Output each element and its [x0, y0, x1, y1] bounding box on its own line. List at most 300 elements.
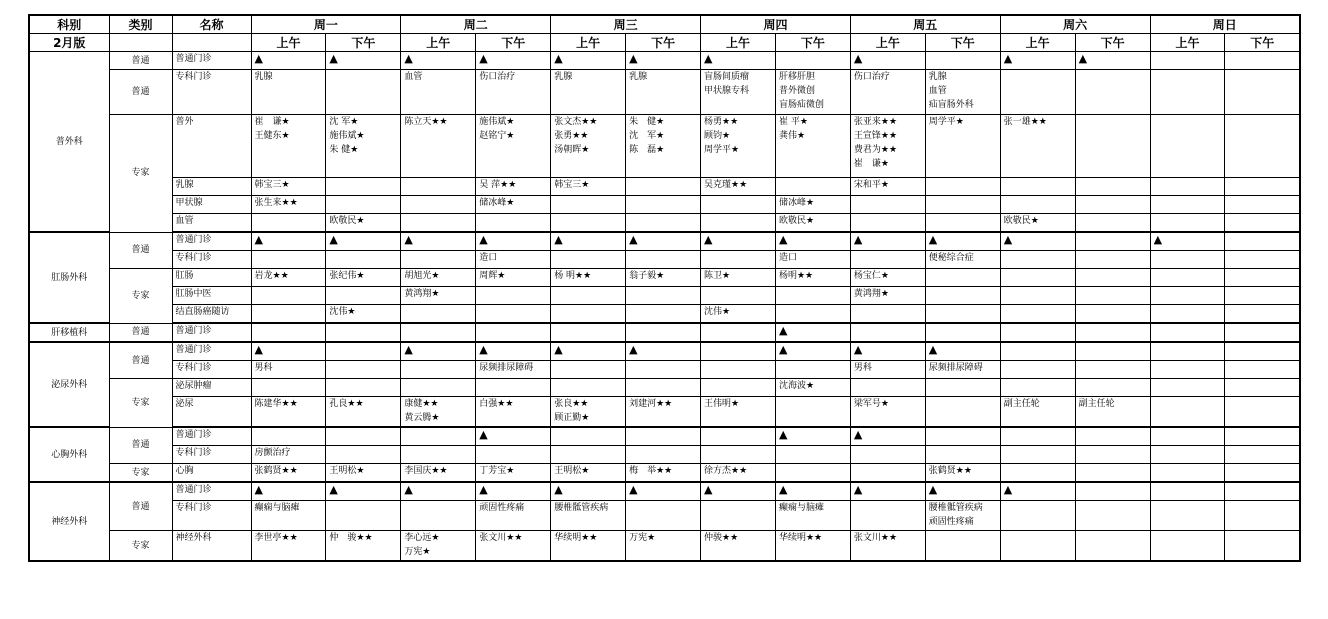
schedule-cell [1150, 427, 1225, 446]
schedule-cell [925, 323, 1000, 342]
schedule-cell: 宋和平★ [850, 178, 925, 196]
table-row [29, 115, 1300, 178]
header-pm: 下午 [1075, 34, 1150, 52]
schedule-cell: 造口 [476, 251, 551, 269]
schedule-cell [1000, 501, 1075, 531]
schedule-cell [551, 196, 626, 214]
header-day: 周一 [251, 15, 401, 34]
table-row [29, 305, 1300, 324]
schedule-cell [551, 323, 626, 342]
schedule-cell [326, 70, 401, 115]
table-row [29, 269, 1300, 287]
category-cell: 普通 [109, 323, 172, 342]
schedule-cell: 仲骏★★ [701, 531, 776, 562]
schedule-cell [1150, 305, 1225, 324]
category-cell: 普通 [109, 70, 172, 115]
general-clinic-marker: ▲ [626, 52, 701, 70]
schedule-cell [476, 214, 551, 233]
schedule-cell: 肝移肝胆 普外微创 盲肠疝微创 [775, 70, 850, 115]
schedule-cell [925, 214, 1000, 233]
general-clinic-marker: ▲ [551, 52, 626, 70]
schedule-cell [326, 427, 401, 446]
schedule-cell [401, 196, 476, 214]
general-clinic-marker: ▲ [925, 342, 1000, 361]
schedule-cell: 张文川★★ [476, 531, 551, 562]
schedule-cell [925, 287, 1000, 305]
clinic-name-cell: 普通门诊 [172, 52, 251, 70]
schedule-cell [1150, 397, 1225, 428]
schedule-cell [850, 251, 925, 269]
table-row [29, 482, 1300, 501]
header-day: 周三 [551, 15, 701, 34]
clinic-name-cell: 泌尿肿瘤 [172, 379, 251, 397]
schedule-cell: 沈伟★ [701, 305, 776, 324]
schedule-cell: 李国庆★★ [401, 464, 476, 483]
general-clinic-marker: ▲ [850, 52, 925, 70]
schedule-cell [1150, 115, 1225, 178]
header-am: 上午 [251, 34, 326, 52]
header-am: 上午 [701, 34, 776, 52]
general-clinic-marker: ▲ [1000, 482, 1075, 501]
schedule-cell [1000, 531, 1075, 562]
header-am: 上午 [551, 34, 626, 52]
schedule-cell [925, 178, 1000, 196]
schedule-cell [401, 379, 476, 397]
category-cell: 普通 [109, 232, 172, 269]
table-row [29, 427, 1300, 446]
header-type: 类别 [109, 15, 172, 34]
schedule-cell [775, 397, 850, 428]
schedule-cell [1075, 464, 1150, 483]
schedule-cell: 储冰峰★ [476, 196, 551, 214]
schedule-cell [1150, 178, 1225, 196]
header-day: 周四 [701, 15, 851, 34]
schedule-cell [401, 501, 476, 531]
schedule-cell [1150, 287, 1225, 305]
schedule-cell [626, 446, 701, 464]
schedule-cell [1150, 531, 1225, 562]
table-row [29, 379, 1300, 397]
schedule-cell [701, 196, 776, 214]
schedule-cell [775, 287, 850, 305]
schedule-cell [626, 501, 701, 531]
table-row [29, 196, 1300, 214]
schedule-cell: 欧敬民★ [1000, 214, 1075, 233]
schedule-cell [1000, 361, 1075, 379]
header-row-days [29, 15, 1300, 34]
header-pm: 下午 [775, 34, 850, 52]
schedule-cell [626, 214, 701, 233]
schedule-cell [775, 464, 850, 483]
general-clinic-marker: ▲ [326, 52, 401, 70]
schedule-cell: 张亚来★★ 王宣锋★★ 费君为★★ 崔 谦★ [850, 115, 925, 178]
clinic-name-cell: 普通门诊 [172, 323, 251, 342]
schedule-cell [1150, 70, 1225, 115]
clinic-name-cell: 专科门诊 [172, 501, 251, 531]
schedule-cell: 张生来★★ [251, 196, 326, 214]
general-clinic-marker: ▲ [476, 232, 551, 251]
schedule-cell [775, 178, 850, 196]
schedule-cell [1075, 501, 1150, 531]
schedule-cell [701, 251, 776, 269]
schedule-cell [701, 214, 776, 233]
schedule-cell [551, 379, 626, 397]
schedule-cell: 王伟明★ [701, 397, 776, 428]
clinic-name-cell: 泌尿 [172, 397, 251, 428]
schedule-cell: 王明松★ [551, 464, 626, 483]
general-clinic-marker: ▲ [401, 342, 476, 361]
clinic-name-cell: 专科门诊 [172, 251, 251, 269]
schedule-cell [925, 379, 1000, 397]
schedule-cell [850, 501, 925, 531]
schedule-cell: 康健★★ 黄云腾★ [401, 397, 476, 428]
schedule-cell: 张纪伟★ [326, 269, 401, 287]
schedule-cell: 杨勇★★ 顾钧★ 周学平★ [701, 115, 776, 178]
schedule-cell [551, 427, 626, 446]
schedule-cell: 沈 军★ 施伟斌★ 朱 健★ [326, 115, 401, 178]
schedule-cell [551, 305, 626, 324]
schedule-cell: 韩宝三★ [251, 178, 326, 196]
schedule-cell [1075, 251, 1150, 269]
version-label: 2月版 [29, 34, 109, 52]
schedule-cell [1225, 482, 1300, 501]
schedule-cell [476, 305, 551, 324]
general-clinic-marker: ▲ [551, 342, 626, 361]
schedule-cell [925, 397, 1000, 428]
category-cell: 专家 [109, 269, 172, 324]
header-empty [109, 34, 172, 52]
schedule-cell [850, 323, 925, 342]
schedule-cell: 丁芳宝★ [476, 464, 551, 483]
schedule-cell [1075, 323, 1150, 342]
schedule-cell [1225, 361, 1300, 379]
schedule-cell: 吴 萍★★ [476, 178, 551, 196]
schedule-cell: 徐方杰★★ [701, 464, 776, 483]
schedule-cell: 便秘综合症 [925, 251, 1000, 269]
schedule-cell [551, 287, 626, 305]
schedule-cell [1150, 482, 1225, 501]
header-pm: 下午 [1225, 34, 1300, 52]
general-clinic-marker: ▲ [626, 482, 701, 501]
schedule-cell [1150, 214, 1225, 233]
schedule-cell [1150, 52, 1225, 70]
category-cell: 普通 [109, 427, 172, 464]
schedule-cell: 男科 [251, 361, 326, 379]
schedule-cell [1225, 214, 1300, 233]
schedule-cell [1150, 196, 1225, 214]
schedule-cell: 杨宝仁★ [850, 269, 925, 287]
general-clinic-marker: ▲ [551, 232, 626, 251]
general-clinic-marker: ▲ [551, 482, 626, 501]
schedule-cell [1150, 501, 1225, 531]
schedule-cell: 伤口治疗 [850, 70, 925, 115]
schedule-cell [701, 446, 776, 464]
header-dept: 科别 [29, 15, 109, 34]
schedule-cell [925, 52, 1000, 70]
schedule-cell [1000, 379, 1075, 397]
header-pm: 下午 [476, 34, 551, 52]
schedule-cell: 乳腺 [251, 70, 326, 115]
schedule-cell: 癫痫与脑瘫 [251, 501, 326, 531]
schedule-cell [326, 446, 401, 464]
schedule-cell [1075, 196, 1150, 214]
schedule-cell [1225, 323, 1300, 342]
general-clinic-marker: ▲ [1075, 52, 1150, 70]
schedule-cell: 黄鸿翔★ [850, 287, 925, 305]
schedule-cell: 乳腺 [551, 70, 626, 115]
schedule-cell [326, 501, 401, 531]
schedule-cell [476, 287, 551, 305]
schedule-cell [401, 446, 476, 464]
general-clinic-marker: ▲ [251, 232, 326, 251]
schedule-cell [326, 323, 401, 342]
schedule-cell [401, 251, 476, 269]
schedule-cell [1075, 531, 1150, 562]
clinic-name-cell: 结直肠癌随访 [172, 305, 251, 324]
schedule-cell [1225, 232, 1300, 251]
schedule-cell [925, 269, 1000, 287]
schedule-cell [251, 305, 326, 324]
schedule-cell [1150, 379, 1225, 397]
table-row [29, 214, 1300, 233]
clinic-name-cell: 普外 [172, 115, 251, 178]
schedule-cell [1075, 178, 1150, 196]
table-row [29, 361, 1300, 379]
schedule-cell: 张鹤贤★★ [251, 464, 326, 483]
table-row [29, 342, 1300, 361]
header-am: 上午 [401, 34, 476, 52]
clinic-name-cell: 肛肠 [172, 269, 251, 287]
schedule-cell: 周学平★ [925, 115, 1000, 178]
header-pm: 下午 [626, 34, 701, 52]
schedule-cell [1150, 323, 1225, 342]
department-cell: 肝移植科 [29, 323, 109, 342]
schedule-cell: 沈海波★ [775, 379, 850, 397]
schedule-cell [1225, 305, 1300, 324]
general-clinic-marker: ▲ [626, 342, 701, 361]
table-row [29, 232, 1300, 251]
schedule-cell [326, 342, 401, 361]
general-clinic-marker: ▲ [626, 232, 701, 251]
schedule-cell [1075, 214, 1150, 233]
clinic-name-cell: 神经外科 [172, 531, 251, 562]
schedule-cell: 尿频排尿障碍 [476, 361, 551, 379]
schedule-cell: 翁子毅★ [626, 269, 701, 287]
schedule-cell: 梅 举★★ [626, 464, 701, 483]
schedule-cell: 崔 谦★ 王健东★ [251, 115, 326, 178]
schedule-cell: 李心远★ 万宪★ [401, 531, 476, 562]
schedule-cell [251, 427, 326, 446]
schedule-cell [701, 323, 776, 342]
clinic-name-cell: 普通门诊 [172, 232, 251, 251]
schedule-cell [925, 427, 1000, 446]
schedule-cell [925, 531, 1000, 562]
clinic-name-cell: 乳腺 [172, 178, 251, 196]
general-clinic-marker: ▲ [850, 482, 925, 501]
schedule-cell [701, 342, 776, 361]
schedule-cell [1225, 446, 1300, 464]
general-clinic-marker: ▲ [251, 342, 326, 361]
clinic-name-cell: 心胸 [172, 464, 251, 483]
clinic-name-cell: 专科门诊 [172, 446, 251, 464]
schedule-cell [1075, 269, 1150, 287]
schedule-cell: 沈伟★ [326, 305, 401, 324]
header-day: 周六 [1000, 15, 1150, 34]
header-pm: 下午 [925, 34, 1000, 52]
general-clinic-marker: ▲ [701, 52, 776, 70]
schedule-cell [626, 305, 701, 324]
schedule-cell: 副主任轮 [1000, 397, 1075, 428]
schedule-cell [1225, 115, 1300, 178]
general-clinic-marker: ▲ [775, 232, 850, 251]
schedule-cell: 万宪★ [626, 531, 701, 562]
schedule-cell: 尿频排尿障碍 [925, 361, 1000, 379]
schedule-cell [1075, 115, 1150, 178]
schedule-cell [251, 287, 326, 305]
schedule-cell [1000, 446, 1075, 464]
schedule-cell [1225, 397, 1300, 428]
general-clinic-marker: ▲ [850, 427, 925, 446]
general-clinic-marker: ▲ [251, 482, 326, 501]
general-clinic-marker: ▲ [326, 482, 401, 501]
schedule-cell: 陈建华★★ [251, 397, 326, 428]
schedule-cell: 施伟斌★ 赵铭宁★ [476, 115, 551, 178]
schedule-cell [1225, 70, 1300, 115]
schedule-cell: 白强★★ [476, 397, 551, 428]
general-clinic-marker: ▲ [850, 232, 925, 251]
general-clinic-marker: ▲ [401, 232, 476, 251]
schedule-cell [850, 196, 925, 214]
schedule-cell [626, 287, 701, 305]
header-day: 周二 [401, 15, 551, 34]
clinic-name-cell: 专科门诊 [172, 70, 251, 115]
general-clinic-marker: ▲ [401, 52, 476, 70]
general-clinic-marker: ▲ [701, 232, 776, 251]
table-row [29, 251, 1300, 269]
schedule-cell [775, 52, 850, 70]
schedule-cell [1225, 464, 1300, 483]
schedule-cell [401, 323, 476, 342]
schedule-cell [326, 287, 401, 305]
general-clinic-marker: ▲ [925, 232, 1000, 251]
general-clinic-marker: ▲ [775, 323, 850, 342]
schedule-cell [1075, 70, 1150, 115]
category-cell: 专家 [109, 531, 172, 562]
department-cell: 肛肠外科 [29, 232, 109, 323]
schedule-cell [1150, 446, 1225, 464]
schedule-cell [850, 446, 925, 464]
header-empty [172, 34, 251, 52]
schedule-cell: 崔 平★ 龚伟★ [775, 115, 850, 178]
general-clinic-marker: ▲ [476, 427, 551, 446]
general-clinic-marker: ▲ [775, 427, 850, 446]
schedule-cell: 欧敬民★ [326, 214, 401, 233]
schedule-cell [1225, 52, 1300, 70]
schedule-cell [775, 305, 850, 324]
clinic-name-cell: 普通门诊 [172, 427, 251, 446]
table-row [29, 531, 1300, 562]
clinic-name-cell: 血管 [172, 214, 251, 233]
general-clinic-marker: ▲ [775, 482, 850, 501]
schedule-cell: 男科 [850, 361, 925, 379]
general-clinic-marker: ▲ [1000, 52, 1075, 70]
category-cell: 普通 [109, 52, 172, 70]
category-cell: 专家 [109, 464, 172, 483]
header-row-halfday [29, 34, 1300, 52]
schedule-cell [1075, 232, 1150, 251]
general-clinic-marker: ▲ [476, 482, 551, 501]
schedule-cell [326, 379, 401, 397]
schedule-cell: 顽固性疼痛 [476, 501, 551, 531]
category-cell: 普通 [109, 482, 172, 531]
schedule-cell [1225, 269, 1300, 287]
schedule-cell [1150, 251, 1225, 269]
schedule-cell [551, 361, 626, 379]
schedule-cell: 腰椎骶管疾病 [551, 501, 626, 531]
schedule-cell: 周辉★ [476, 269, 551, 287]
schedule-cell: 腰椎骶管疾病 顽固性疼痛 [925, 501, 1000, 531]
schedule-cell [1075, 446, 1150, 464]
general-clinic-marker: ▲ [925, 482, 1000, 501]
schedule-cell [1000, 196, 1075, 214]
schedule-body [29, 52, 1300, 562]
schedule-cell [626, 178, 701, 196]
schedule-cell: 陈立天★★ [401, 115, 476, 178]
schedule-cell [1000, 305, 1075, 324]
schedule-cell [1000, 269, 1075, 287]
schedule-cell [326, 178, 401, 196]
schedule-cell [701, 427, 776, 446]
schedule-cell: 华续明★★ [775, 531, 850, 562]
schedule-cell [1225, 342, 1300, 361]
schedule-cell [1225, 501, 1300, 531]
schedule-cell [775, 361, 850, 379]
schedule-cell [626, 196, 701, 214]
schedule-cell [1225, 427, 1300, 446]
department-cell: 普外科 [29, 52, 109, 233]
clinic-name-cell: 专科门诊 [172, 361, 251, 379]
schedule-cell [1225, 287, 1300, 305]
schedule-cell [626, 427, 701, 446]
schedule-cell: 朱 健★ 沈 军★ 陈 磊★ [626, 115, 701, 178]
general-clinic-marker: ▲ [1000, 232, 1075, 251]
schedule-cell [775, 446, 850, 464]
general-clinic-marker: ▲ [775, 342, 850, 361]
schedule-cell [326, 361, 401, 379]
schedule-cell [401, 361, 476, 379]
header-pm: 下午 [326, 34, 401, 52]
schedule-cell [1075, 287, 1150, 305]
table-row [29, 52, 1300, 70]
schedule-cell: 张文杰★★ 张勇★★ 汤朝晖★ [551, 115, 626, 178]
schedule-cell: 伤口治疗 [476, 70, 551, 115]
general-clinic-marker: ▲ [1150, 232, 1225, 251]
clinic-schedule-table [28, 14, 1301, 562]
table-row [29, 323, 1300, 342]
schedule-cell [1225, 251, 1300, 269]
schedule-cell: 吴克瑾★★ [701, 178, 776, 196]
schedule-cell [1225, 178, 1300, 196]
schedule-cell [626, 251, 701, 269]
schedule-cell [1150, 342, 1225, 361]
schedule-cell [1000, 251, 1075, 269]
schedule-cell [1075, 305, 1150, 324]
schedule-cell: 造口 [775, 251, 850, 269]
schedule-cell [476, 446, 551, 464]
category-cell: 专家 [109, 115, 172, 233]
schedule-cell [850, 464, 925, 483]
schedule-cell: 张文川★★ [850, 531, 925, 562]
